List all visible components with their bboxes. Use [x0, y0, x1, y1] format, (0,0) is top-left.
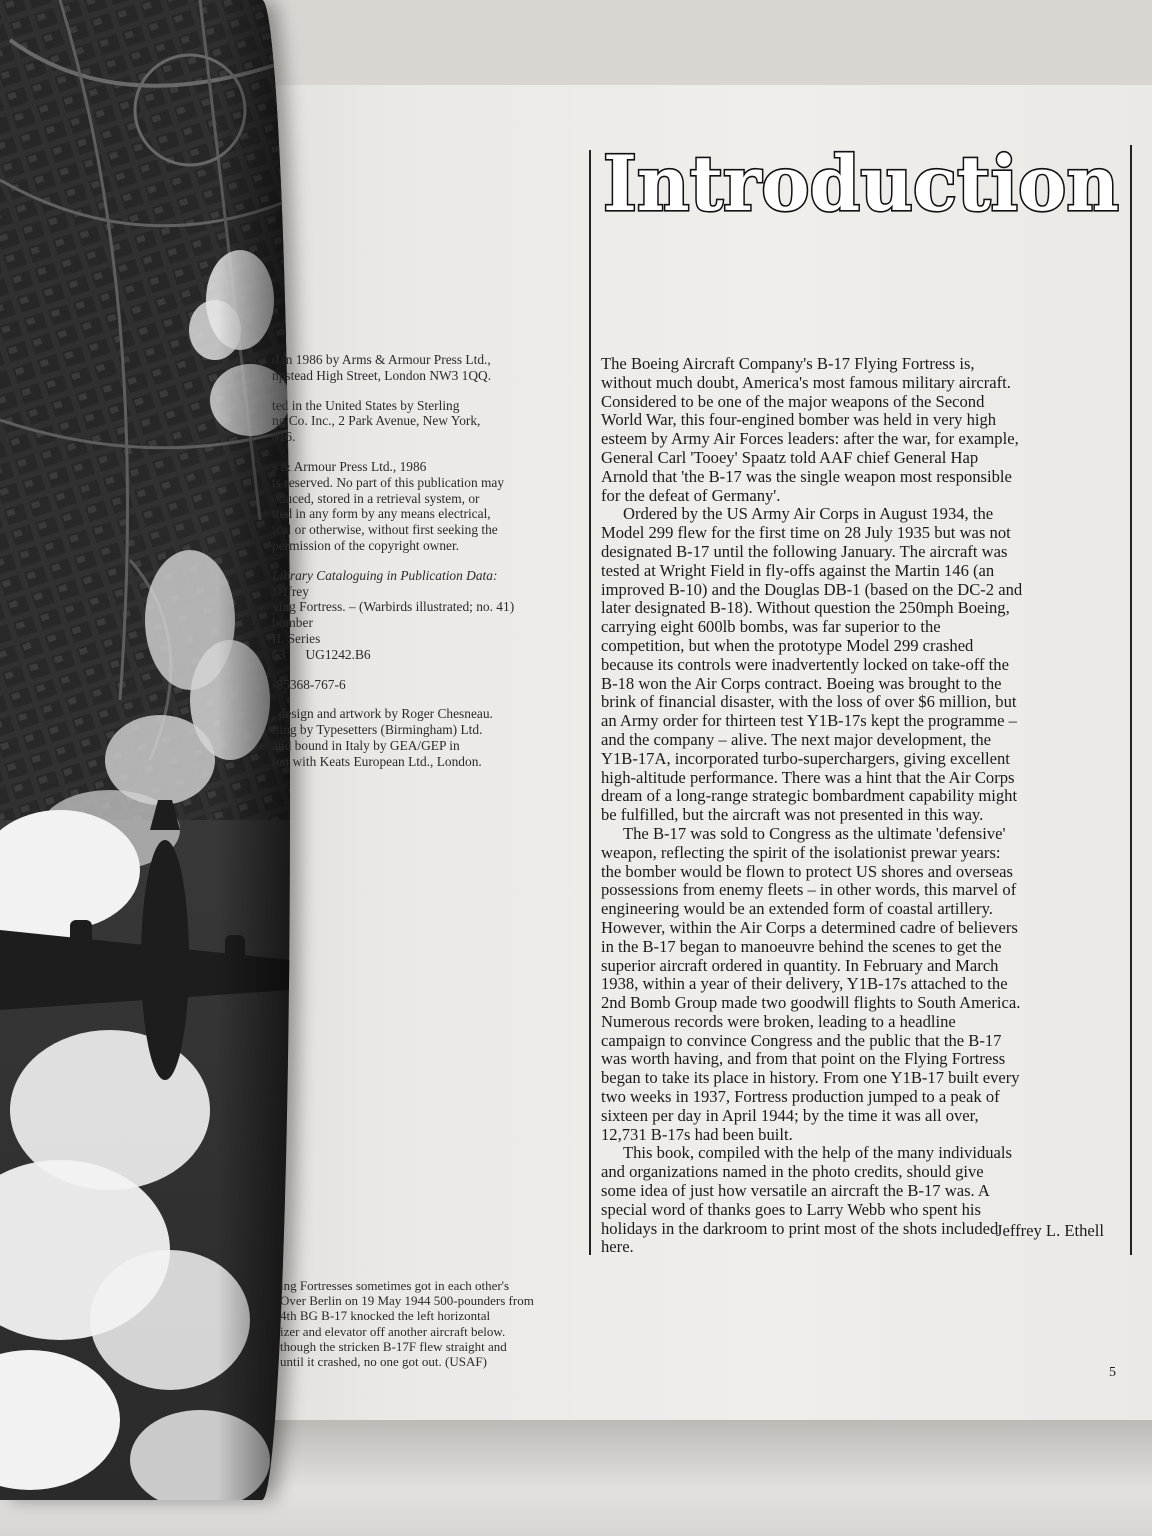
body-line: General Carl 'Tooey' Spaatz told AAF chief General Hap — [601, 447, 979, 467]
body-line: sixteen per day in April 1944; by the time it was all over, — [601, 1105, 979, 1125]
body-line: designated B-17 until the following January. The aircraft was — [601, 541, 1008, 561]
imprint-line: II. Series — [272, 630, 321, 646]
body-line: Ordered by the US Army Air Corps in August 1934, the — [623, 504, 994, 524]
imprint-isbn — [272, 677, 572, 693]
cataloguing-heading: Library Cataloguing in Publication Data: — [272, 567, 498, 583]
body-line: B-18 won the Air Corps contract. Boeing was brought to the — [601, 673, 1002, 693]
imprint-line: ical or otherwise, without first seeking the — [272, 522, 498, 538]
imprint-line: tted in any form by any means electrical, — [272, 506, 491, 522]
body-line: special word of thanks goes to Larry Webb who spent his — [601, 1199, 981, 1219]
page-number: 5 — [1109, 1365, 1116, 1380]
body-line: Y1B-17A, incorporated turbo-superchargers, giving excellent — [601, 748, 1010, 768]
imprint-line: npstead High Street, London NW3 1QQ. — [272, 367, 492, 383]
caption-line: Over Berlin on 19 May 1944 500-pounders from — [280, 1293, 534, 1309]
imprint-line: 63 UG1242.B6 — [272, 646, 371, 662]
body-line: Arnold that 'the B-17 was the single weapon most responsible — [601, 466, 1012, 486]
imprint-line: oduced, stored in a retrieval system, or — [272, 490, 480, 506]
imprint-line: ted in the United States by Sterling — [272, 397, 460, 413]
body-line: competition, but when the prototype Model 299 crashed — [601, 635, 974, 655]
body-line: without much doubt, America's most famous military aircraft. — [601, 372, 1011, 392]
isbn: -85368-767-6 — [272, 676, 346, 692]
body-line: dream of a long-range strategic bombardment capability might — [601, 786, 1018, 806]
imprint-copyright — [272, 459, 572, 554]
body-line: The Boeing Aircraft Company's B-17 Flying Fortress is, — [601, 354, 975, 373]
author-signature: Jeffrey L. Ethell — [996, 1221, 1104, 1240]
title-text: Introduction — [603, 139, 1119, 228]
body-line: later designated B-18). Without question the 250mph Boeing, — [601, 598, 1010, 618]
caption-line: izer and elevator off another aircraft below. — [280, 1323, 506, 1339]
imprint-line: 016. — [272, 429, 296, 445]
imprint-line: and bound in Italy by GEA/GEP in — [272, 737, 460, 753]
body-line: here. — [601, 1237, 634, 1257]
imprint-line: , design and artwork by Roger Chesneau. — [272, 706, 493, 722]
imprint-line: ion with Keats European Ltd., London. — [272, 753, 482, 769]
imprint-block — [272, 352, 572, 784]
body-line: tested at Wright Field in fly-offs against the Martin 146 (an — [601, 560, 995, 580]
body-line: and organizations named in the photo credits, should give — [601, 1162, 984, 1182]
imprint-publisher — [272, 352, 572, 384]
imprint-line: ng Co. Inc., 2 Park Avenue, New York, — [272, 413, 481, 429]
caption-line: ing Fortresses sometimes got in each other's — [280, 1278, 510, 1293]
body-line: engineering would be an extended form of coastal artillery. — [601, 899, 993, 919]
body-line: two weeks in 1937, Fortress production jumped to a peak of — [601, 1087, 1000, 1107]
imprint-distributor — [272, 398, 572, 445]
imprint-line: s & Armour Press Ltd., 1986 — [272, 458, 427, 474]
body-line: Considered to be one of the major weapons of the Second — [601, 391, 985, 411]
body-line: high-altitude performance. There was a hint that the Air Corps — [601, 767, 1015, 787]
body-line: be fulfilled, but the aircraft was not presented in this way. — [601, 805, 984, 825]
caption-line: though the stricken B-17F flew straight and — [280, 1338, 507, 1354]
imprint-line: d in 1986 by Arms & Armour Press Ltd., — [272, 352, 491, 367]
body-line: possessions from enemy fleets – in other words, this marvel of — [601, 880, 1017, 900]
body-line: 2nd Bomb Group made two goodwill flights to South America. — [601, 993, 1021, 1013]
body-line: World War, this four-engined bomber was held in very high — [601, 410, 997, 430]
photo-caption — [280, 1278, 580, 1369]
body-line: because its controls were inadvertently locked on take-off the — [601, 654, 1009, 674]
imprint-line: tting by Typesetters (Birmingham) Ltd. — [272, 722, 483, 738]
body-line: esteem by Army Air Forces leaders: after the war, for example, — [601, 429, 1019, 449]
body-line: Model 299 flew for the first time on 28 July 1935 but was not — [601, 523, 1011, 543]
caption-line: 4th BG B-17 knocked the left horizontal — [280, 1308, 491, 1324]
introduction-body — [601, 355, 1126, 1257]
right-column-rule — [1130, 145, 1132, 1255]
body-line: carrying eight 600lb bombs, was far superior to the — [601, 617, 941, 637]
imprint-line: bomber — [272, 615, 313, 631]
body-line: an Army order for thirteen test Y1B-17s kept the programme – — [601, 711, 1017, 731]
body-line: brink of financial disaster, with the loss of over $6 million, but — [601, 692, 1017, 712]
imprint-line: ts reserved. No part of this publication may — [272, 474, 505, 490]
body-line: This book, compiled with the help of the many individuals — [623, 1143, 1012, 1163]
imprint-production — [272, 706, 572, 769]
body-line: improved B-10) and the Douglas DB-1 (based on the DC-2 and — [601, 579, 1023, 599]
body-line: in the B-17 began to manoeuvre behind the scenes to get the — [601, 936, 1002, 956]
body-line: for the defeat of Germany'. — [601, 485, 781, 505]
body-line: and the company – alive. The next major development, the — [601, 729, 991, 749]
body-line: began to take its place in history. From one Y1B-17 built every — [601, 1068, 1020, 1088]
body-line: superior aircraft ordered in quantity. In February and March — [601, 955, 999, 975]
body-line: campaign to convince Congress and the public that the B-17 — [601, 1030, 1002, 1050]
aerial-photo-page — [0, 0, 290, 1500]
body-line: the bomber would be flown to protect US shores and overseas — [601, 861, 1013, 881]
body-line: 12,731 B-17s had been built. — [601, 1124, 793, 1144]
left-column-rule — [589, 150, 591, 1255]
body-line: However, within the Air Corps a determined cadre of believers — [601, 917, 1018, 937]
aerial-photo-b17-over-berlin — [0, 0, 290, 1500]
body-line: was worth having, and from that point on the Flying Fortress — [601, 1049, 1006, 1069]
body-line: The B-17 was sold to Congress as the ultimate 'defensive' — [623, 823, 1006, 843]
body-line: holidays in the darkroom to print most of the shots included — [601, 1218, 999, 1238]
imprint-line: permission of the copyright owner. — [272, 537, 460, 553]
body-line: weapon, reflecting the spirit of the isolationist prewar years: — [601, 842, 1001, 862]
imprint-line: Jeffrey — [272, 583, 309, 599]
body-line: Numerous records were broken, leading to a headline — [601, 1011, 956, 1031]
body-line: some idea of just how versatile an aircraft the B-17 was. A — [601, 1181, 990, 1201]
body-line: 1938, within a year of their delivery, Y1B-17s attached to the — [601, 974, 1008, 994]
imprint-line: ying Fortress. – (Warbirds illustrated; no. 41) — [272, 599, 515, 615]
caption-line: until it crashed, no one got out. (USAF) — [280, 1354, 487, 1370]
imprint-cataloguing — [272, 568, 572, 663]
page-title — [597, 128, 1127, 238]
